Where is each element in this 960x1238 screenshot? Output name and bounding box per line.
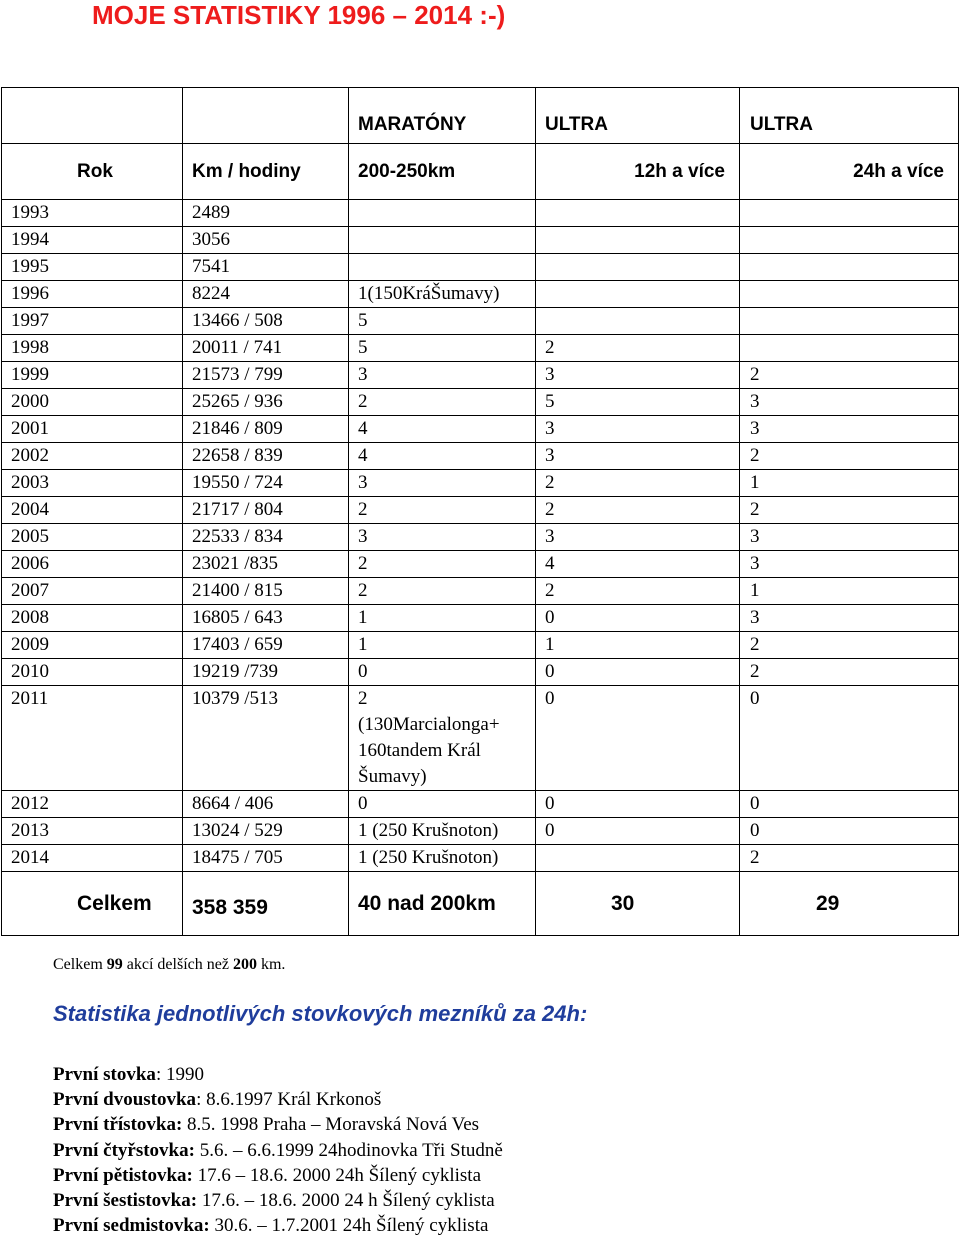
cell-rok: 1995 [2, 254, 183, 281]
cell-ultra-12h: 2 [536, 497, 740, 524]
cell-ultra-12h: 5 [536, 389, 740, 416]
cell-ultra-12h: 2 [536, 470, 740, 497]
cell-maratony: 3 [349, 470, 536, 497]
cell-ultra-24h: 3 [740, 551, 959, 578]
header-24h: 24h a více [740, 144, 959, 200]
milestone-value: 17.6 – 18.6. 2000 24h Šílený cyklista [197, 1164, 482, 1186]
cell-km-hodiny: 3056 [183, 227, 349, 254]
cell-maratony-line: Šumavy) [358, 766, 427, 787]
cell-ultra-24h: 2 [740, 632, 959, 659]
cell-rok: 2014 [2, 845, 183, 872]
cell-km-hodiny: 19550 / 724 [183, 470, 349, 497]
cell-maratony: 1 [349, 605, 536, 632]
cell-rok: 2001 [2, 416, 183, 443]
cell-maratony [349, 254, 536, 281]
cell-maratony: 2 [349, 389, 536, 416]
header-ultra-12h: ULTRA [545, 114, 608, 135]
table-row [2, 200, 959, 227]
table-row [2, 227, 959, 254]
table-row [2, 791, 959, 818]
milestone-value: 30.6. – 1.7.2001 24h Šílený cyklista [214, 1215, 489, 1237]
cell-ultra-24h: 3 [740, 416, 959, 443]
cell-ultra-12h: 0 [536, 818, 740, 845]
milestone-value: 8.6.1997 Král Krkonoš [206, 1089, 382, 1111]
cell-maratony [349, 686, 536, 791]
cell-maratony: 1 (250 Krušnoton) [349, 845, 536, 872]
milestone-value: 8.5. 1998 Praha – Moravská Nová Ves [187, 1114, 480, 1136]
table-row [2, 497, 959, 524]
cell-km-hodiny: 10379 /513 [183, 686, 349, 791]
cell-rok: 2011 [2, 686, 183, 791]
cell-rok: 2007 [2, 578, 183, 605]
cell-ultra-12h [536, 200, 740, 227]
cell-ultra-24h: 0 [740, 791, 959, 818]
milestone-label: První dvoustovka [53, 1089, 197, 1111]
table-row [2, 632, 959, 659]
cell-maratony [349, 200, 536, 227]
summary-prefix: Celkem [53, 956, 107, 973]
header-empty-cell [183, 88, 349, 144]
cell-ultra-12h [536, 281, 740, 308]
table-row [2, 818, 959, 845]
cell-ultra-24h: 2 [740, 497, 959, 524]
cell-ultra-24h: 2 [740, 362, 959, 389]
cell-ultra-24h: 2 [740, 443, 959, 470]
cell-maratony: 0 [349, 791, 536, 818]
cell-ultra-12h: 3 [536, 524, 740, 551]
cell-rok: 1994 [2, 227, 183, 254]
cell-ultra-12h: 0 [536, 605, 740, 632]
cell-rok: 2004 [2, 497, 183, 524]
cell-ultra-24h: 2 [740, 845, 959, 872]
table-row [2, 578, 959, 605]
milestone-value: 1990 [165, 1064, 204, 1085]
table-row [2, 605, 959, 632]
cell-km-hodiny: 22533 / 834 [183, 524, 349, 551]
cell-km-hodiny: 13024 / 529 [183, 818, 349, 845]
cell-ultra-12h: 3 [536, 416, 740, 443]
cell-rok: 1999 [2, 362, 183, 389]
cell-km-hodiny: 8664 / 406 [183, 791, 349, 818]
header-row-columns [2, 144, 959, 200]
cell-ultra-12h: 2 [536, 335, 740, 362]
cell-maratony: 1 (250 Krušnoton) [349, 818, 536, 845]
cell-rok: 2012 [2, 791, 183, 818]
milestone-item [53, 1062, 503, 1087]
cell-ultra-24h [740, 335, 959, 362]
cell-ultra-24h: 0 [740, 686, 959, 791]
cell-ultra-12h [536, 227, 740, 254]
cell-ultra-24h: 3 [740, 524, 959, 551]
milestone-label: První sedmistovka: [53, 1215, 210, 1237]
milestone-label: První stovka [53, 1064, 156, 1085]
cell-maratony: 2 [349, 497, 536, 524]
cell-rok: 2008 [2, 605, 183, 632]
cell-rok: 2002 [2, 443, 183, 470]
cell-ultra-24h [740, 200, 959, 227]
total-ultra-24h: 29 [740, 872, 959, 936]
total-km: 358 359 [183, 872, 349, 936]
header-km-hodiny: Km / hodiny [183, 144, 349, 200]
cell-km-hodiny: 13466 / 508 [183, 308, 349, 335]
table-row [2, 443, 959, 470]
cell-maratony: 3 [349, 524, 536, 551]
milestone-item [53, 1112, 503, 1137]
cell-ultra-12h [536, 254, 740, 281]
cell-ultra-24h: 2 [740, 659, 959, 686]
cell-maratony: 1 [349, 632, 536, 659]
summary-distance: 200 [232, 956, 257, 973]
milestone-item [53, 1213, 503, 1238]
cell-ultra-12h: 0 [536, 791, 740, 818]
cell-maratony-line: (130Marcialonga+ [358, 714, 500, 735]
cell-ultra-24h: 1 [740, 578, 959, 605]
cell-ultra-24h [740, 227, 959, 254]
cell-maratony: 4 [349, 416, 536, 443]
cell-ultra-12h: 3 [536, 443, 740, 470]
total-maratony: 40 nad 200km [349, 872, 536, 936]
header-maratony: MARATÓNY [358, 114, 467, 135]
summary-line [53, 956, 285, 974]
cell-km-hodiny: 17403 / 659 [183, 632, 349, 659]
total-ultra-12h: 30 [536, 872, 740, 936]
table-row [2, 335, 959, 362]
cell-km-hodiny: 21846 / 809 [183, 416, 349, 443]
milestone-separator: : [196, 1089, 207, 1111]
header-row-categories [2, 88, 959, 144]
milestone-item [53, 1087, 503, 1112]
cell-rok: 2009 [2, 632, 183, 659]
cell-maratony: 0 [349, 659, 536, 686]
milestone-value: 17.6. – 18.6. 2000 24 h Šílený cyklista [201, 1190, 495, 1212]
table-row [2, 686, 959, 791]
cell-ultra-12h: 2 [536, 578, 740, 605]
cell-maratony: 5 [349, 335, 536, 362]
cell-km-hodiny: 22658 / 839 [183, 443, 349, 470]
cell-km-hodiny: 18475 / 705 [183, 845, 349, 872]
cell-ultra-12h: 4 [536, 551, 740, 578]
milestones-heading: Statistika jednotlivých stovkových mezníků za 24h: [53, 1001, 588, 1026]
cell-maratony: 3 [349, 362, 536, 389]
table-row [2, 845, 959, 872]
summary-middle: akcí delších než [122, 956, 233, 973]
milestone-label: První třístovka: [53, 1114, 183, 1136]
table-row [2, 524, 959, 551]
cell-ultra-12h [536, 845, 740, 872]
cell-rok: 2003 [2, 470, 183, 497]
cell-km-hodiny: 25265 / 936 [183, 389, 349, 416]
table-row [2, 389, 959, 416]
cell-ultra-12h: 0 [536, 659, 740, 686]
cell-maratony: 4 [349, 443, 536, 470]
cell-km-hodiny: 23021 /835 [183, 551, 349, 578]
header-empty-cell [2, 88, 183, 144]
cell-km-hodiny: 2489 [183, 200, 349, 227]
cell-rok: 1996 [2, 281, 183, 308]
cell-ultra-12h: 1 [536, 632, 740, 659]
milestone-item [53, 1138, 503, 1163]
cell-km-hodiny: 21400 / 815 [183, 578, 349, 605]
cell-maratony [349, 227, 536, 254]
total-row [2, 872, 959, 936]
summary-count: 99 [106, 956, 123, 973]
cell-maratony: 2 [349, 578, 536, 605]
milestone-label: První pětistovka: [53, 1164, 193, 1186]
cell-km-hodiny: 7541 [183, 254, 349, 281]
milestone-label: První čtyřstovka: [53, 1139, 195, 1161]
cell-km-hodiny: 8224 [183, 281, 349, 308]
page-title: MOJE STATISTIKY 1996 – 2014 :-) [92, 0, 506, 30]
header-200-250km: 200-250km [349, 144, 536, 200]
table-row [2, 470, 959, 497]
cell-ultra-24h: 3 [740, 605, 959, 632]
cell-maratony: 2 [349, 551, 536, 578]
header-rok: Rok [2, 144, 183, 200]
cell-ultra-24h [740, 281, 959, 308]
cell-km-hodiny: 20011 / 741 [183, 335, 349, 362]
cell-maratony-line: 160tandem Král [358, 740, 481, 761]
milestone-item [53, 1163, 503, 1188]
cell-rok: 2013 [2, 818, 183, 845]
table-row [2, 659, 959, 686]
cell-rok: 2010 [2, 659, 183, 686]
milestone-label: První šestistovka: [53, 1190, 198, 1212]
cell-maratony: 5 [349, 308, 536, 335]
cell-ultra-12h [536, 308, 740, 335]
cell-km-hodiny: 21573 / 799 [183, 362, 349, 389]
total-label: Celkem [2, 872, 183, 936]
cell-ultra-24h: 1 [740, 470, 959, 497]
milestone-item [53, 1188, 503, 1213]
table-row [2, 551, 959, 578]
cell-maratony: 1(150KráŠumavy) [349, 281, 536, 308]
table-row [2, 308, 959, 335]
cell-rok: 2006 [2, 551, 183, 578]
summary-suffix: km. [256, 956, 286, 973]
cell-km-hodiny: 21717 / 804 [183, 497, 349, 524]
milestones-list [53, 1062, 503, 1238]
cell-rok: 1993 [2, 200, 183, 227]
cell-ultra-12h: 3 [536, 362, 740, 389]
table-row [2, 416, 959, 443]
cell-ultra-24h: 0 [740, 818, 959, 845]
cell-ultra-24h: 3 [740, 389, 959, 416]
cell-rok: 1998 [2, 335, 183, 362]
table-row [2, 362, 959, 389]
table-row [2, 281, 959, 308]
milestone-separator: : [155, 1064, 166, 1085]
cell-km-hodiny: 16805 / 643 [183, 605, 349, 632]
statistics-table [1, 87, 959, 936]
header-ultra-24h: ULTRA [750, 114, 813, 135]
header-12h: 12h a více [536, 144, 740, 200]
cell-rok: 2000 [2, 389, 183, 416]
cell-rok: 2005 [2, 524, 183, 551]
cell-maratony-line: 2 [358, 688, 368, 709]
cell-km-hodiny: 19219 /739 [183, 659, 349, 686]
cell-ultra-24h [740, 308, 959, 335]
cell-ultra-24h [740, 254, 959, 281]
cell-ultra-12h: 0 [536, 686, 740, 791]
milestone-value: 5.6. – 6.6.1999 24hodinovka Tři Studně [199, 1139, 503, 1161]
cell-rok: 1997 [2, 308, 183, 335]
table-row [2, 254, 959, 281]
